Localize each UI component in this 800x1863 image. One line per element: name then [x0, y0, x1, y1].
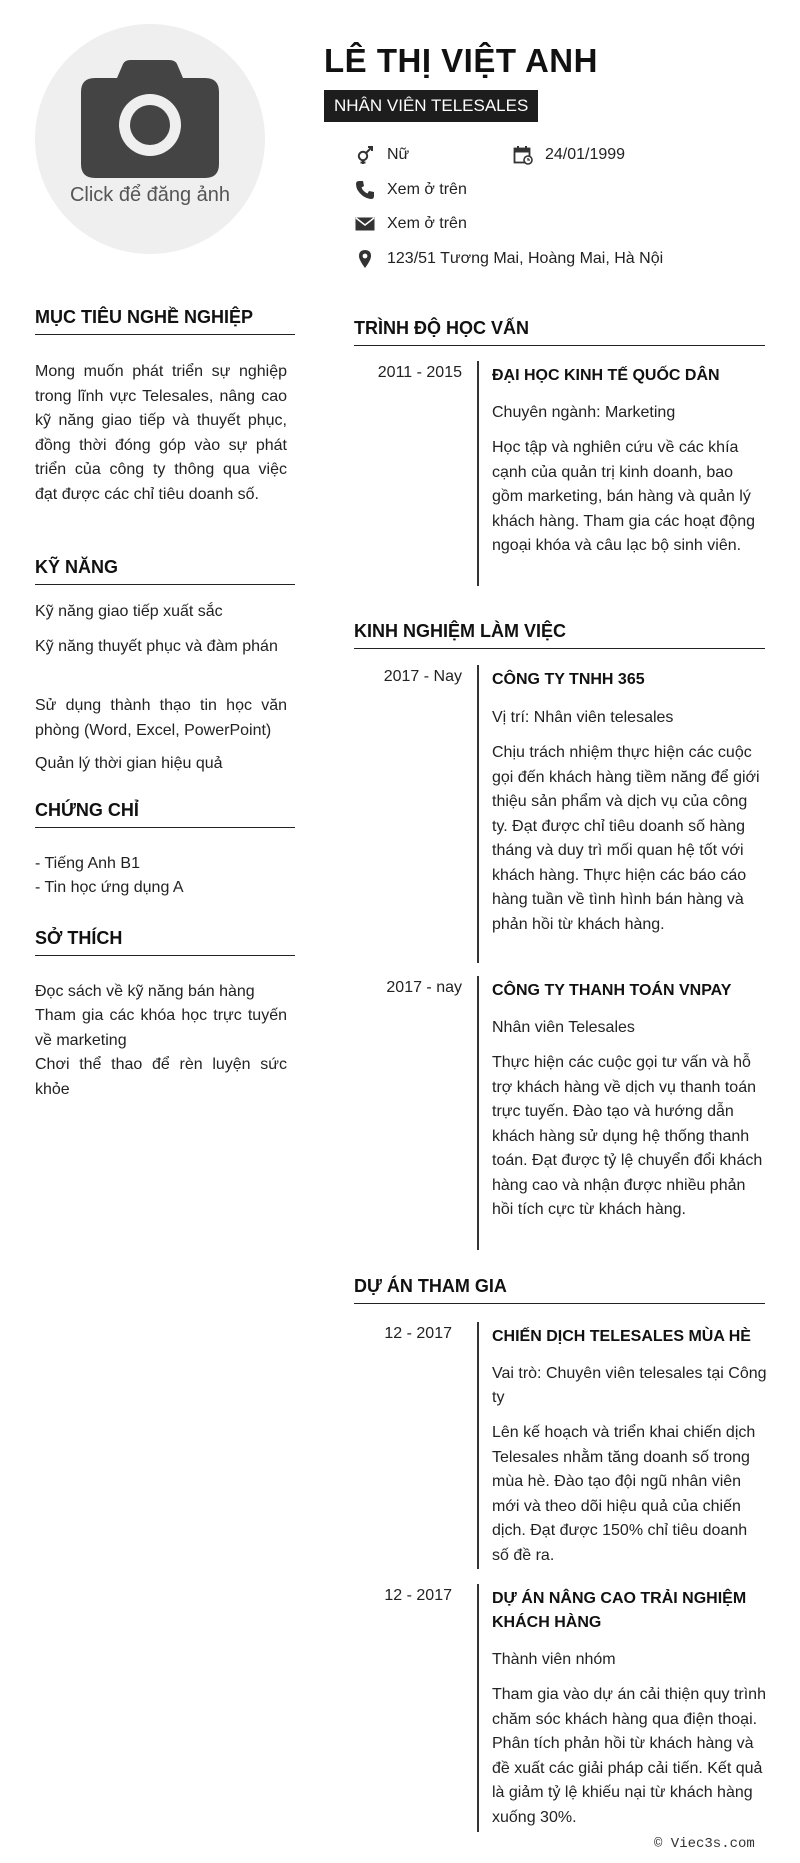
- project-description: Tham gia vào dự án cải thiện quy trình chăm sóc khách hàng qua điện thoại. Phân tích phản hồi từ khách hàng và đề xuất các giải pháp cải tiến. Kết quả là giảm tỷ lệ khiếu nại từ khách hàng xuống 30%.: [492, 1686, 766, 1826]
- calendar-icon: [513, 145, 533, 165]
- photo-upload-label[interactable]: Click để đăng ảnh: [69, 184, 231, 206]
- map-pin-icon: [355, 249, 375, 269]
- project-name: DỰ ÁN NÂNG CAO TRẢI NGHIỆM KHÁCH HÀNG: [492, 1590, 747, 1631]
- education-school: ĐẠI HỌC KINH TẾ QUỐC DÂN: [492, 367, 720, 384]
- hobby-item: Tham gia các khóa học trực tuyến về marketing: [35, 1007, 287, 1049]
- hobby-item: Chơi thể thao để rèn luyện sức khỏe: [35, 1056, 287, 1098]
- certificate-item: - Tiếng Anh B1: [35, 855, 140, 872]
- email-info: [355, 212, 467, 236]
- experience-position: Vị trí: Nhân viên telesales: [492, 709, 674, 726]
- gender-value: Nữ: [387, 146, 410, 163]
- experience-date: 2017 - nay: [386, 979, 462, 996]
- skill-item: Kỹ năng giao tiếp xuất sắc: [35, 603, 223, 620]
- experience-position: Nhân viên Telesales: [492, 1019, 635, 1036]
- address-info: [355, 247, 663, 271]
- candidate-name: LÊ THỊ VIỆT ANH: [324, 42, 598, 79]
- objective-section-title: MỤC TIÊU NGHỀ NGHIỆP: [35, 307, 295, 335]
- education-major: Chuyên ngành: Marketing: [492, 404, 676, 421]
- education-description: Học tập và nghiên cứu về các khía cạnh của quản trị kinh doanh, bao gồm marketing, bán hàng và quản lý khách hàng. Tham gia các hoạt động ngoại khóa và câu lạc bộ sinh viên.: [492, 439, 755, 554]
- birthday-value: 24/01/1999: [545, 146, 626, 163]
- experience-description: Chịu trách nhiệm thực hiện các cuộc gọi đến khách hàng tiềm năng để giới thiệu sản phẩm và dịch vụ của công ty. Đạt được chỉ tiêu doanh số hàng tháng và duy trì mối quan hệ tốt với khách hàng. Thực hiện các báo cáo hàng tuần về tình hình bán hàng và phản hồi từ khách hàng.: [492, 744, 760, 933]
- copyright-footer: © Viec3s.com: [654, 1836, 755, 1852]
- experience-timeline: [477, 665, 479, 963]
- experience-company: CÔNG TY THANH TOÁN VNPAY: [492, 982, 732, 999]
- projects-section-title: DỰ ÁN THAM GIA: [354, 1276, 765, 1304]
- gender-info: [355, 143, 409, 167]
- education-section-title: TRÌNH ĐỘ HỌC VẤN: [354, 318, 765, 346]
- education-timeline: [477, 361, 479, 586]
- project-name: CHIẾN DỊCH TELESALES MÙA HÈ: [492, 1328, 751, 1345]
- phone-info: [355, 178, 467, 202]
- experience-description: Thực hiện các cuộc gọi tư vấn và hỗ trợ khách hàng về dịch vụ thanh toán trực tuyến. Đào tạo và hướng dẫn khách hàng sử dụng hệ thống thanh toán. Đạt được tỷ lệ chuyển đổi khách hàng cao và nhận được nhiều phản hồi tích cực từ khách hàng.: [492, 1054, 763, 1218]
- certificates-section-title: CHỨNG CHỈ: [35, 800, 295, 828]
- job-title-badge: NHÂN VIÊN TELESALES: [324, 90, 538, 122]
- camera-icon: [81, 60, 219, 178]
- experience-timeline: [477, 976, 479, 1250]
- experience-company: CÔNG TY TNHH 365: [492, 671, 645, 688]
- skill-item: Quản lý thời gian hiệu quả: [35, 755, 223, 772]
- project-date: 12 - 2017: [384, 1325, 452, 1342]
- projects-timeline: [477, 1322, 479, 1569]
- hobby-item: Đọc sách về kỹ năng bán hàng: [35, 983, 255, 1000]
- project-role: Vai trò: Chuyên viên telesales tại Công ty: [492, 1365, 767, 1406]
- education-date: 2011 - 2015: [377, 364, 462, 381]
- projects-timeline: [477, 1584, 479, 1832]
- envelope-icon: [355, 214, 375, 234]
- profile-photo-upload[interactable]: [35, 24, 265, 254]
- address-value: 123/51 Tương Mai, Hoàng Mai, Hà Nội: [387, 250, 664, 267]
- experience-section-title: KINH NGHIỆM LÀM VIỆC: [354, 621, 765, 649]
- phone-value: Xem ở trên: [387, 181, 467, 198]
- gender-icon: [355, 145, 375, 165]
- project-description: Lên kế hoạch và triển khai chiến dịch Telesales nhằm tăng doanh số trong mùa hè. Đào tạo đội ngũ nhân viên mới và theo dõi hiệu quả của chiến dịch. Đạt được 150% chỉ tiêu doanh số đề ra.: [492, 1424, 756, 1564]
- skills-section-title: KỸ NĂNG: [35, 557, 295, 585]
- hobbies-section-title: SỞ THÍCH: [35, 928, 295, 956]
- project-date: 12 - 2017: [384, 1587, 452, 1604]
- certificate-item: - Tin học ứng dụng A: [35, 879, 184, 896]
- skill-item: Sử dụng thành thạo tin học văn phòng (Word, Excel, PowerPoint): [35, 697, 287, 739]
- experience-date: 2017 - Nay: [383, 668, 462, 685]
- project-role: Thành viên nhóm: [492, 1651, 616, 1668]
- skill-item: Kỹ năng thuyết phục và đàm phán: [35, 638, 278, 655]
- phone-icon: [355, 180, 375, 200]
- birthday-info: [513, 143, 625, 167]
- objective-text: Mong muốn phát triển sự nghiệp trong lĩnh vực Telesales, nâng cao kỹ năng giao tiếp và thuyết phục, đồng thời đóng góp vào sự phát triển của công ty thông qua việc đạt được các chỉ tiêu doanh số.: [35, 363, 287, 503]
- email-value: Xem ở trên: [387, 215, 467, 232]
